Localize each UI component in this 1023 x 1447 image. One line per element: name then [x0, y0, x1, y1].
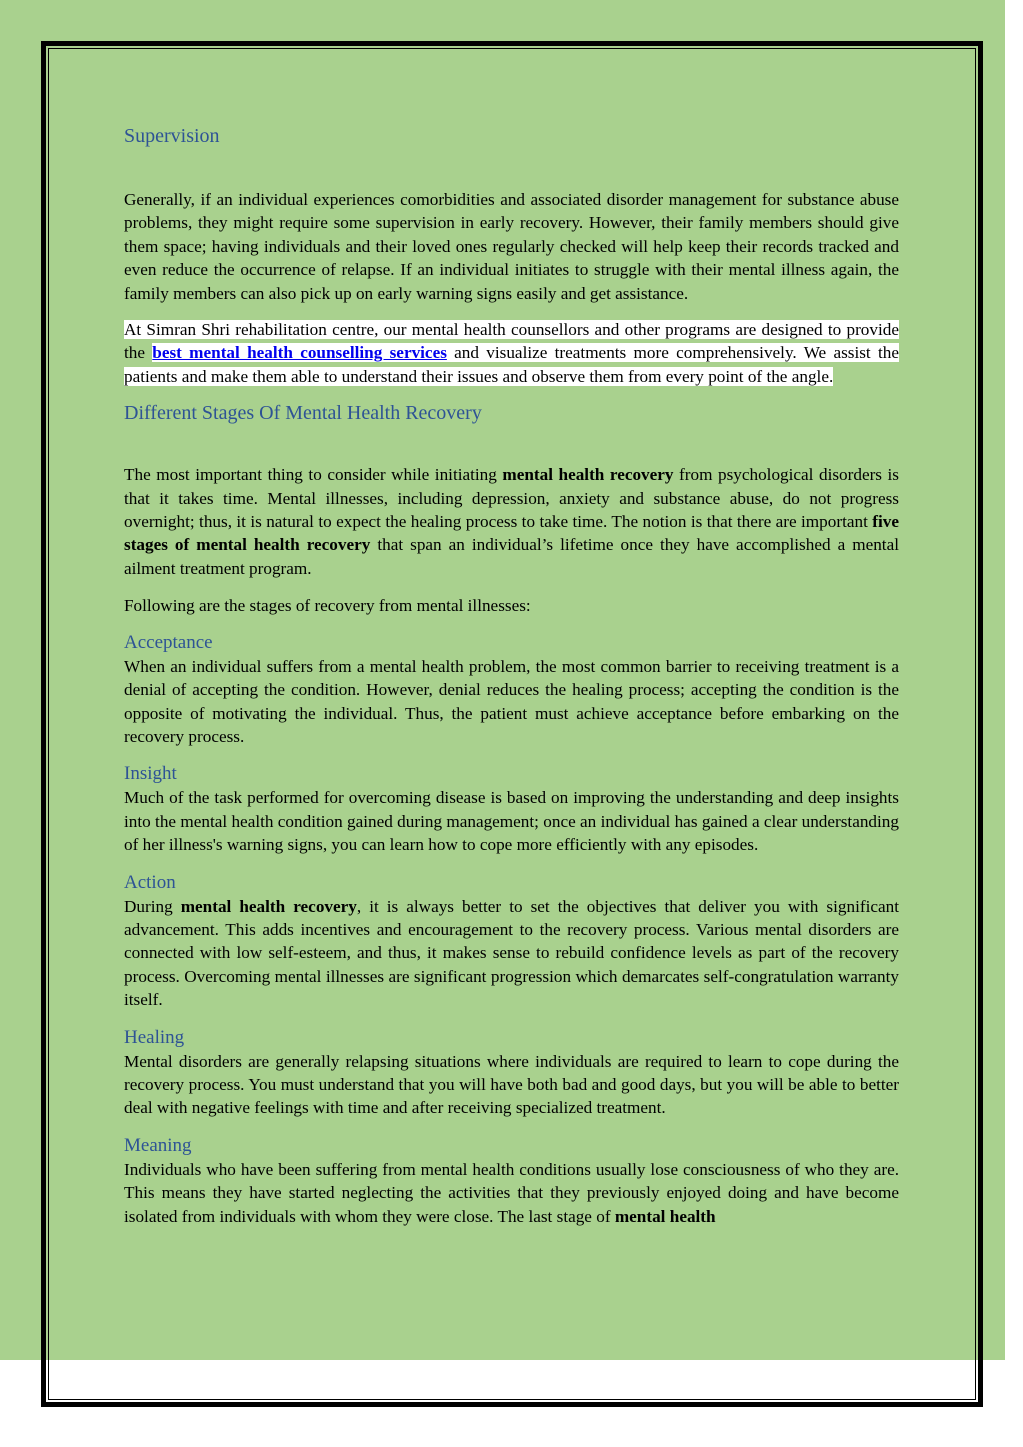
- paragraph-meaning: Individuals who have been suffering from mental health conditions usually lose consciousness of who they are. This means they have started neglecting the activities that they previously enjoyed doing and have become isolated from individuals with whom they were close. The last stage of mental health: [124, 1159, 899, 1226]
- heading-action: Action: [124, 871, 176, 893]
- heading-stages: Different Stages Of Mental Health Recovery: [124, 402, 482, 425]
- paragraph-healing: Mental disorders are generally relapsing situations where individuals are required to learn to cope during the recovery process. You must understand that you will have both bad and good days, but you will be able to better deal with negative feelings with time and after receiving specialized treatment.: [124, 1051, 899, 1118]
- bold-mental-health-recovery: mental health recovery: [502, 465, 674, 485]
- paragraph-following: Following are the stages of recovery from mental illnesses:: [124, 596, 531, 616]
- document-body: [124, 124, 899, 1228]
- paragraph-acceptance: When an individual suffers from a mental health problem, the most common barrier to receiving treatment is a denial of accepting the condition. However, denial reduces the healing process; accepting the condition is the opposite of motivating the individual. Thus, the patient must achieve acceptance before embarking on the recovery process.: [124, 656, 899, 746]
- highlighted-text: At Simran Shri rehabilitation centre, our mental health counsellors and other programs are designed to provide: [124, 320, 899, 340]
- heading-acceptance: Acceptance: [124, 631, 213, 653]
- bold-mental-health-recovery-2: mental health recovery: [180, 896, 357, 916]
- paragraph-action: During mental health recovery, it is always better to set the objectives that deliver you with significant advancement. This adds incentives and encouragement to the recovery process. Various mental disorders are connected with low self-esteem, and thus, it makes sense to rebuild confidence levels as part of the recovery process. Overcoming mental illnesses are significant progression which demarcates self-congratulation warranty itself.: [124, 896, 899, 1010]
- paragraph-supervision: Generally, if an individual experiences comorbidities and associated disorder management for substance abuse problems, they might require some supervision in early recovery. However, their family members should give them space; having individuals and their loved ones regularly checked will help keep their records tracked and even reduce the occurrence of relapse. If an individual initiates to struggle with their mental illness again, the family members can also pick up on early warning signs easily and get assistance.: [124, 190, 899, 303]
- heading-supervision: Supervision: [124, 125, 220, 147]
- bold-mental-health: mental health: [614, 1206, 716, 1226]
- text-the: the: [124, 343, 145, 363]
- heading-insight: Insight: [124, 763, 177, 785]
- heading-meaning: Meaning: [124, 1134, 192, 1156]
- bold-five-stages: five stages of mental health recovery: [124, 512, 899, 555]
- heading-healing: Healing: [124, 1026, 185, 1048]
- paragraph-stages-intro: The most important thing to consider while initiating mental health recovery from psychological disorders is that it takes time. Mental illnesses, including depression, anxiety and substance abuse, do not progress overnight; thus, it is natural to expect the healing process to take time. The notion is that there are important five stages of mental health recovery that span an individual’s lifetime once they have accomplished a mental ailment treatment program.: [124, 465, 899, 578]
- paragraph-simran-shri: [124, 318, 899, 388]
- paragraph-insight: Much of the task performed for overcoming disease is based on improving the understanding and deep insights into the mental health condition gained during management; once an individual has gained a clear understanding of her illness's warning signs, you can learn how to cope more efficiently with any episodes.: [124, 788, 899, 855]
- counselling-services-link[interactable]: best mental health counselling services: [152, 343, 447, 363]
- highlighted-text-end: and visualize treatments more comprehensively. We assist the patients and make them able to understand their issues and observe them from every point of the angle.: [124, 343, 899, 386]
